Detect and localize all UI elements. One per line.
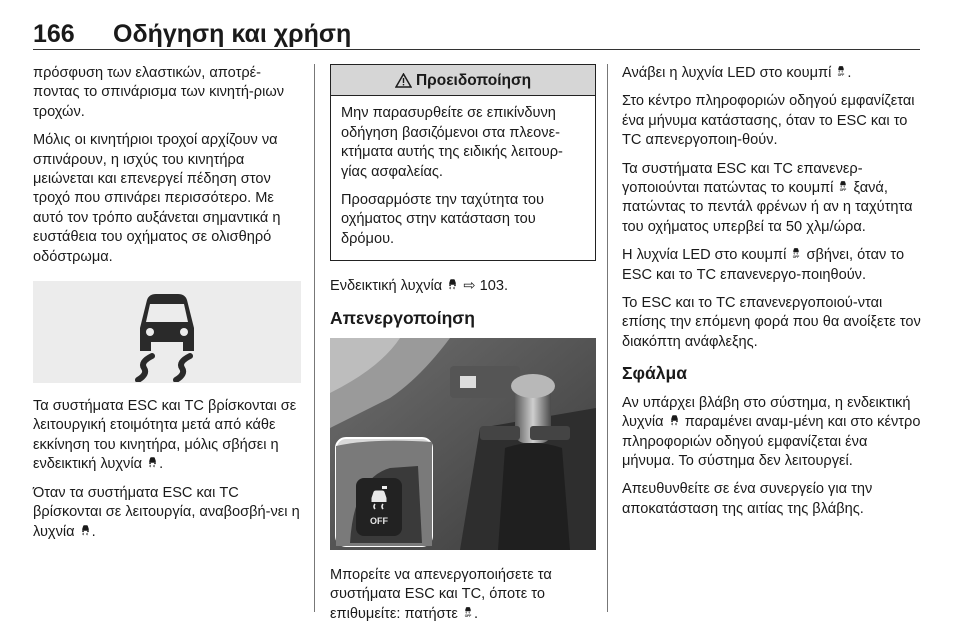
warning-text-2: Προσαρμόστε την ταχύτητα του οχήματος στην κατάσταση του δρόμου.	[341, 192, 545, 247]
warning-text-1: Μην παρασυρθείτε σε επικίνδυνη οδήγηση βασιζόμενοι στα πλεονε-κτήματα αυτής της ειδικής λειτουρ-γίας ασφαλείας.	[341, 105, 563, 180]
paragraph-fault: Αν υπάρχει βλάβη στο σύστημα, η ενδεικτική λυχνία παραμένει αναμ-μένη και στο κέντρο πληροφοριών οδηγού εμφανίζεται ένα μήνυμα. Το σύστημα δεν λειτουργεί.	[622, 394, 921, 469]
paragraph-ignition: Το ESC και το TC επανενεργοποιού-νται επίσης την επόμενη φορά που θα ανοίξετε τον διακόπτη ανάφλεξης.	[622, 295, 921, 350]
heading-deactivation: Απενεργοποίηση	[330, 307, 475, 328]
page-header	[33, 14, 920, 50]
column-right	[622, 64, 922, 528]
esc-symbol-figure	[33, 281, 301, 383]
paragraph-reactivate: Τα συστήματα ESC και TC επανενερ-γοποιούνται πατώντας το κουμπί ξανά, πατώντας το πεντάλ φρένων ή αν η ταχύτητα του οχήματος υπερβεί τα 50 χλμ/ώρα.	[622, 160, 913, 235]
esc-off-icon	[790, 246, 802, 259]
paragraph-traction: πρόσφυση των ελαστικών, αποτρέ-πoντας το σπινάρισμα των κινητή-ριων τροχών.	[33, 65, 285, 120]
page-reference-arrow-icon: ⇨	[463, 278, 476, 295]
esc-off-icon	[462, 605, 474, 618]
column-divider-left	[314, 64, 315, 612]
esc-skid-icon	[146, 455, 159, 468]
warning-title: Προειδοποίηση	[415, 72, 532, 89]
page-title: Οδήγηση και χρήση	[113, 20, 352, 48]
esc-off-icon	[835, 64, 847, 77]
esc-skid-icon	[112, 282, 222, 382]
paragraph-led-off: Η λυχνία LED στο κουμπί σβήνει, όταν το ESC και το TC επανενεργο-ποιηθούν.	[622, 247, 905, 283]
paragraph-esc-active: Όταν τα συστήματα ESC και TC βρίσκονται σε λειτουργία, αναβοσβή-νει η λυχνία .	[33, 484, 300, 540]
paragraph-led-on: Ανάβει η λυχνία LED στο κουμπί .	[622, 65, 852, 81]
warning-box	[330, 64, 596, 261]
warning-body	[331, 96, 595, 260]
paragraph-workshop: Απευθυνθείτε σε ένα συνεργείο για την αποκατάσταση της αιτίας της βλάβης.	[622, 481, 873, 517]
paragraph-wheel-spin: Μόλις οι κινητήριοι τροχοί αρχίζουν να σπινάρουν, η ισχύς του κινητήρα μειώνεται και επενεργεί πέδηση στον τροχό που σπινάρει περισσότερο. Με αυτό τον τρόπο αυξάνεται σημαντικά η ευστάθεια του οχήματος σε ολισθηρό οδόστρωμα.	[33, 132, 281, 265]
esc-skid-icon	[668, 413, 681, 426]
esc-off-icon	[837, 179, 849, 192]
column-left	[33, 64, 301, 551]
page-number: 166	[33, 20, 75, 48]
paragraph-status-message: Στο κέντρο πληροφοριών οδηγού εμφανίζεται ένα μήνυμα κατάστασης, όταν το ESC και το TC απενεργοποιη-θούν.	[622, 93, 915, 149]
column-middle	[330, 64, 596, 633]
paragraph-esc-ready: Τα συστήματα ESC και TC βρίσκονται σε λειτουργική ετοιμότητα μετά από κάθε εκκίνηση του κινητήρα, μόλις σβήσει η ενδεικτική λυχνία .	[33, 398, 297, 473]
heading-fault: Σφάλμα	[622, 363, 687, 384]
page-reference-link[interactable]: 103.	[479, 278, 509, 295]
photo-off-label: OFF	[370, 516, 388, 527]
esc-skid-icon	[446, 277, 459, 290]
esc-skid-icon	[79, 523, 92, 536]
warning-triangle-icon	[395, 73, 412, 88]
esc-button-photo	[330, 338, 596, 550]
column-divider-right	[607, 64, 608, 612]
warning-header	[331, 65, 595, 96]
indicator-reference: Ενδεικτική λυχνία ⇨ 103.	[330, 278, 509, 295]
paragraph-deactivate: Μπορείτε να απενεργοποιήσετε τα συστήματα ESC και TC, όποτε το επιθυμείτε: πατήστε .	[330, 567, 552, 622]
